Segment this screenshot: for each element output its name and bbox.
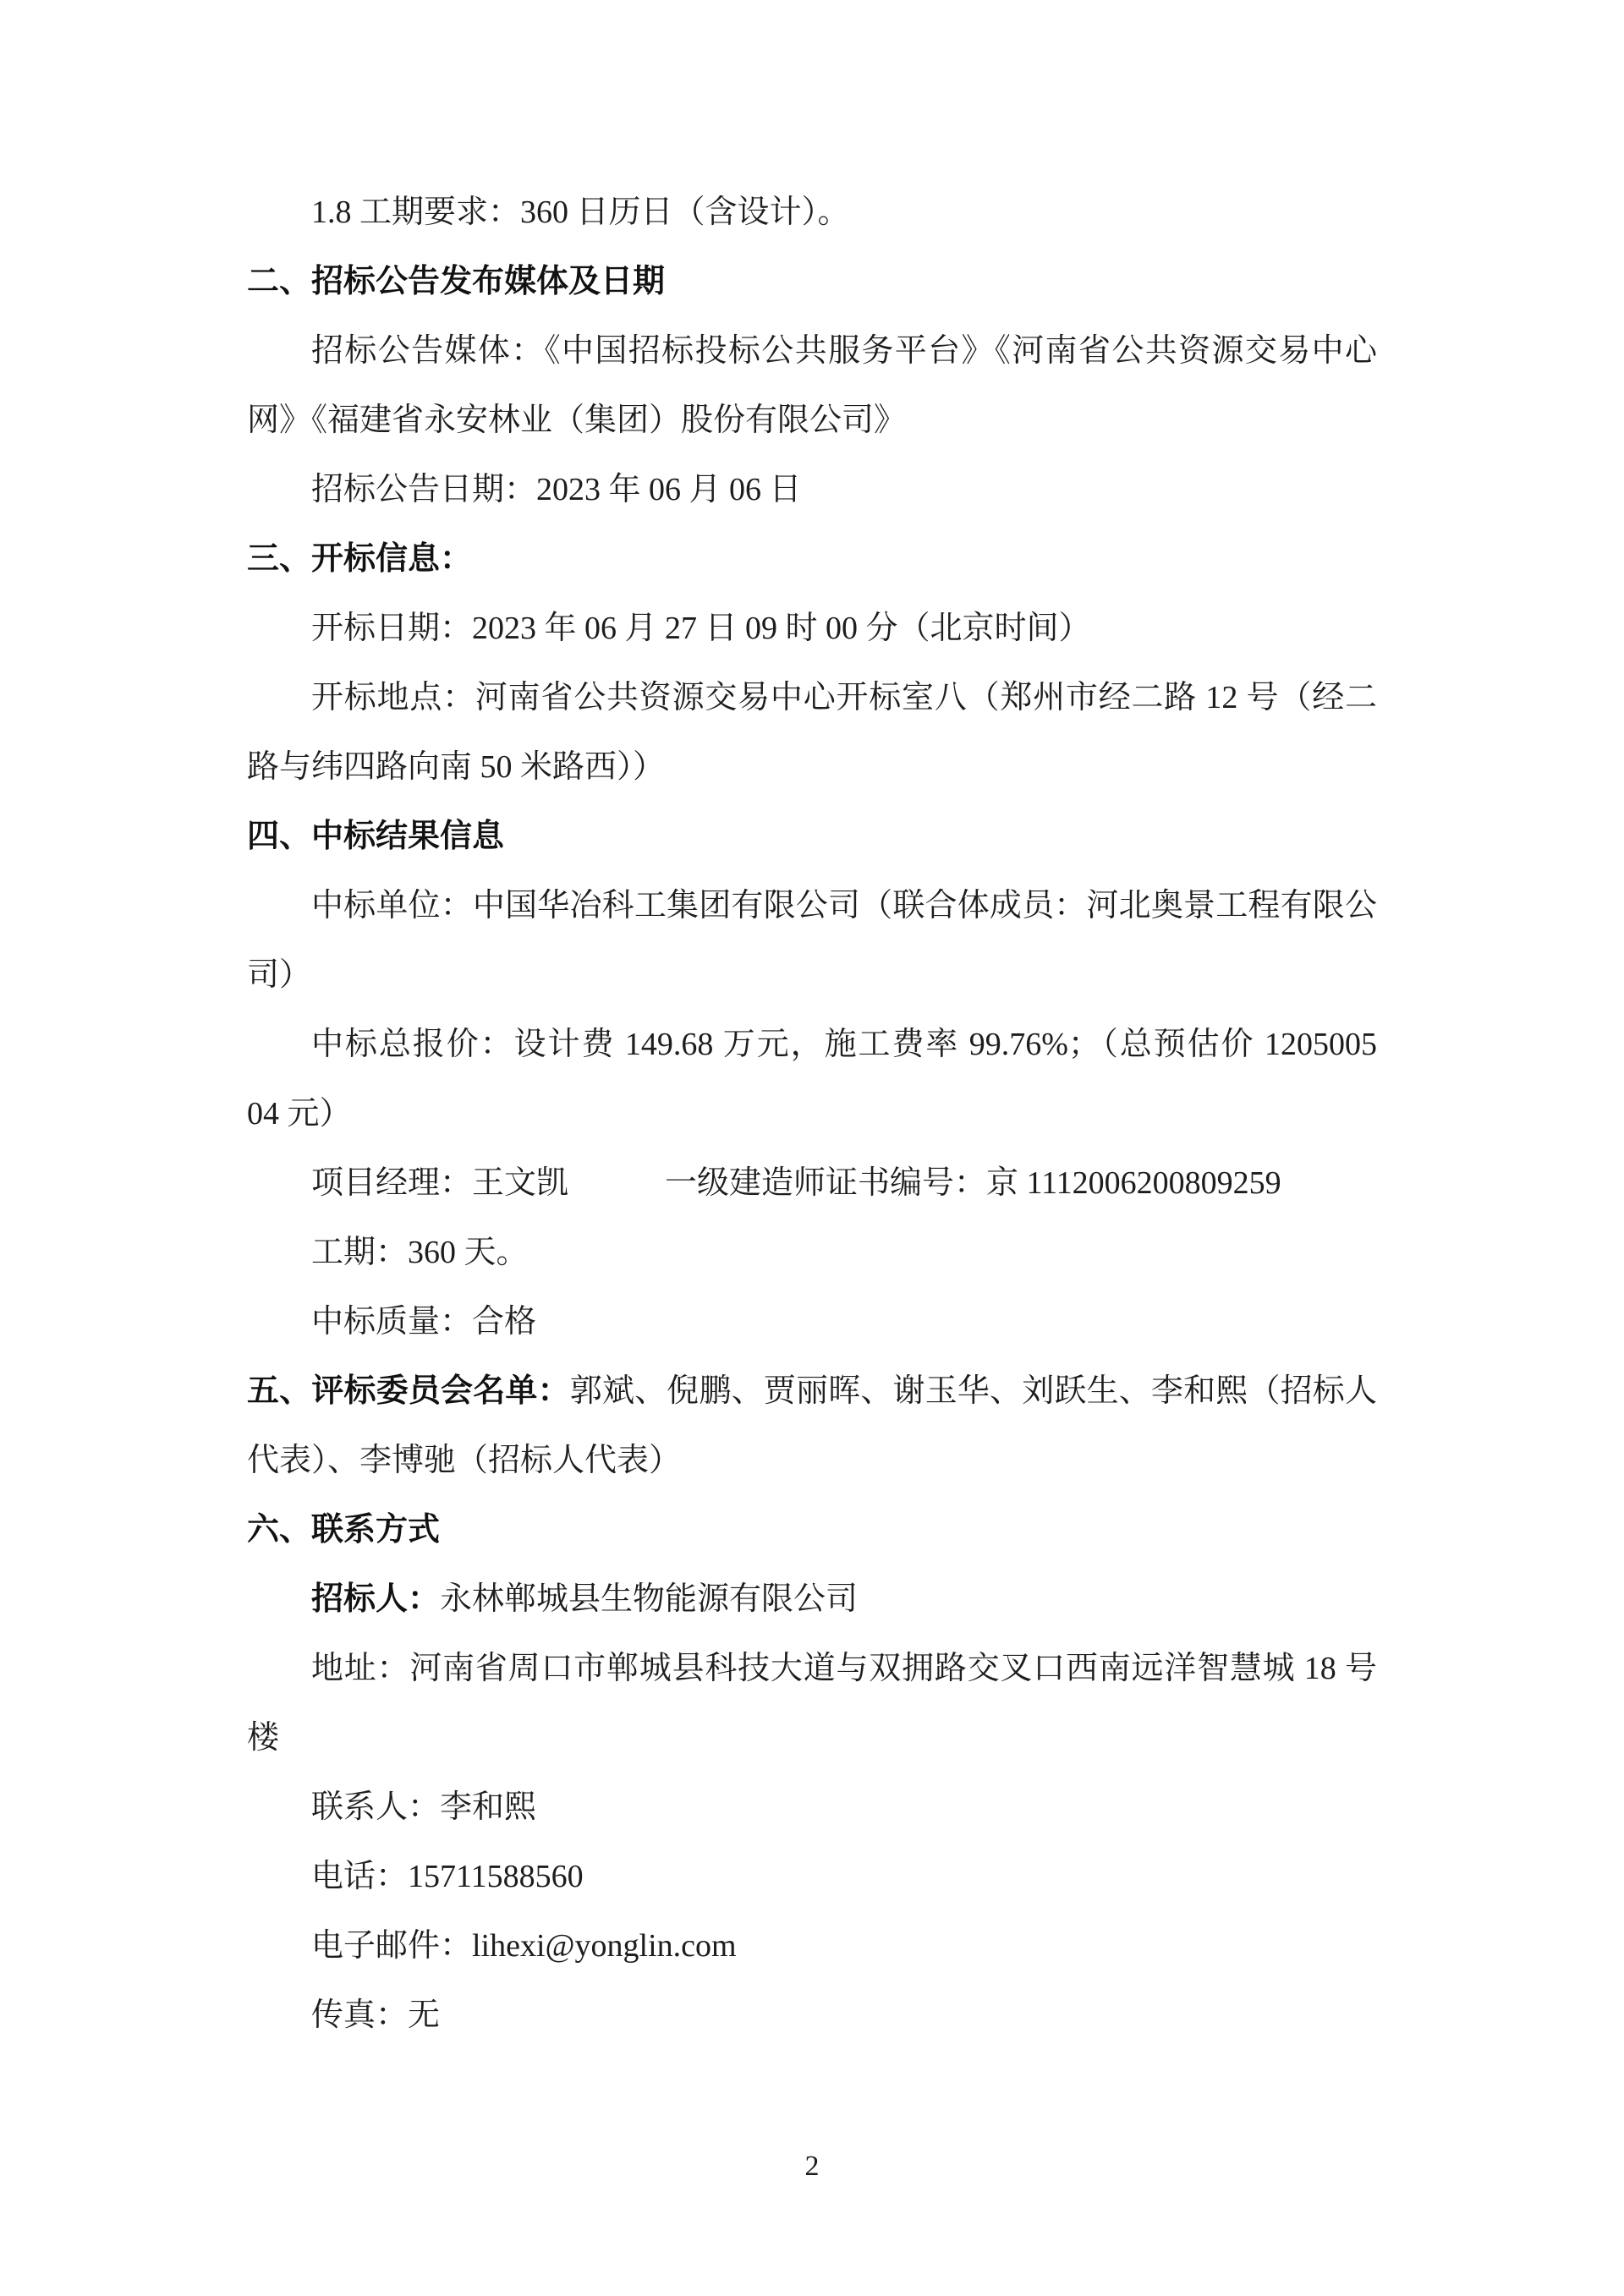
line-winning-bidder-2: 司） [247, 957, 312, 993]
line-tenderer [247, 1564, 1377, 1634]
tenderer-label: 招标人： [311, 1581, 441, 1617]
line-winning-price-1: 中标总报价：设计费 149.68 万元，施工费率 99.76%；（总预估价 1205005 [311, 1027, 1377, 1062]
line-construction-period: 工期：360 天。 [311, 1235, 529, 1270]
page-number: 2 [804, 2151, 820, 2182]
heading-announcement-media-date: 二、招标公告发布媒体及日期 [247, 264, 666, 299]
evaluation-committee-label: 五、评标委员会名单： [247, 1373, 570, 1409]
line-winning-price-2: 04 元） [247, 1096, 352, 1132]
line-award-quality: 中标质量：合格 [311, 1304, 537, 1340]
line-fax: 传真：无 [311, 1997, 441, 2033]
line-address-2: 楼 [247, 1720, 280, 1756]
line-announcement-media-1: 招标公告媒体：《中国招标投标公共服务平台》《河南省公共资源交易中心 [311, 333, 1377, 369]
line-contact-person: 联系人：李和熙 [311, 1789, 537, 1825]
line-bid-opening-place-1: 开标地点：河南省公共资源交易中心开标室八（郑州市经二路 12 号（经二 [311, 680, 1377, 715]
line-email: 电子邮件：lihexi@yonglin.com [311, 1928, 737, 1964]
line-evaluation-committee-2: 代表）、李博驰（招标人代表） [247, 1443, 682, 1478]
line-announcement-media-2: 网》《福建省永安林业（集团）股份有限公司》 [247, 403, 907, 438]
line-duration-requirement: 1.8 工期要求：360 日历日（含设计）。 [311, 195, 850, 230]
evaluation-committee-names: 郭斌、倪鹏、贾丽晖、谢玉华、刘跃生、李和熙（招标人 [569, 1373, 1377, 1409]
heading-bid-opening-info: 三、开标信息： [247, 541, 473, 577]
line-announcement-date: 招标公告日期：2023 年 06 月 06 日 [311, 472, 802, 507]
document-page-body [247, 178, 1377, 2050]
line-bid-opening-place-2: 路与纬四路向南 50 米路西）） [247, 749, 666, 785]
line-bid-opening-date: 开标日期：2023 年 06 月 27 日 09 时 00 分（北京时间） [311, 611, 1091, 646]
heading-contact-info: 六、联系方式 [247, 1512, 441, 1548]
heading-award-result-info: 四、中标结果信息 [247, 819, 505, 854]
line-winning-bidder-1: 中标单位：中国华冶科工集团有限公司（联合体成员：河北奥景工程有限公 [311, 888, 1377, 923]
line-phone: 电话：15711588560 [311, 1859, 584, 1894]
line-address-1: 地址：河南省周口市郸城县科技大道与双拥路交叉口西南远洋智慧城 18 号 [311, 1651, 1377, 1686]
line-evaluation-committee-1 [247, 1356, 1377, 1426]
line-project-manager: 项目经理：王文凯 一级建造师证书编号：京 1112006200809259 [311, 1165, 1281, 1201]
tenderer-name: 永林郸城县生物能源有限公司 [440, 1581, 859, 1617]
